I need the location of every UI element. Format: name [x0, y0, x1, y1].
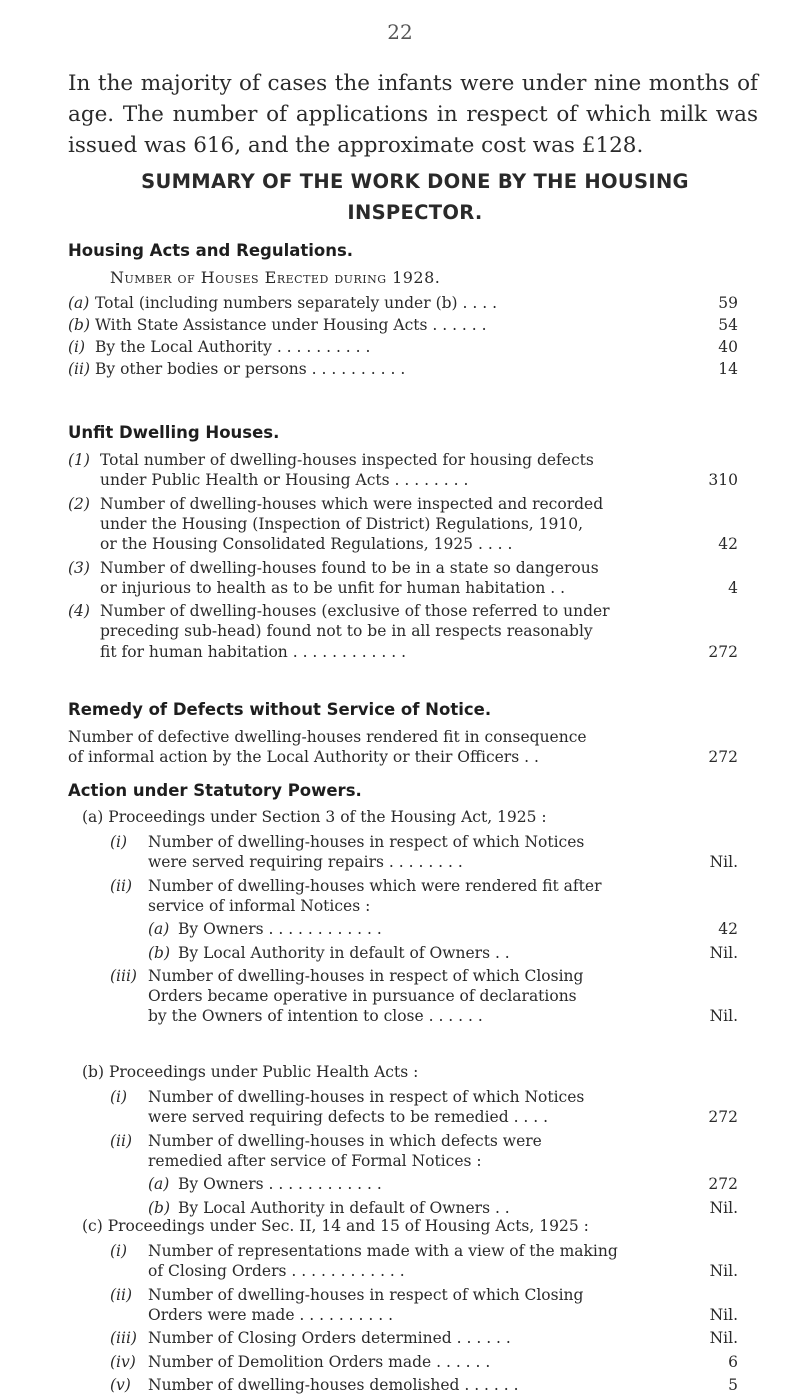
section-c-item-value: 6: [728, 1352, 738, 1371]
unfit-item-text: Number of dwelling-houses (exclusive of those referred to under: [100, 602, 610, 621]
unfit-item: [68, 558, 738, 599]
section-a-item-label: (iii): [110, 966, 137, 985]
section-a-title: (a) Proceedings under Section 3 of the Housing Act, 1925 :: [82, 808, 547, 826]
unfit-item-text: fit for human habitation . . . . . . . . . . . .: [100, 642, 407, 661]
section-a-item-label: (a): [148, 920, 170, 939]
section-a-item: [148, 919, 738, 939]
section-b-item-text: By Owners . . . . . . . . . . . .: [178, 1175, 382, 1194]
section-a-item: [110, 832, 738, 873]
section-a-item-value: Nil.: [709, 1007, 738, 1026]
section-b-item-text: Number of dwelling-houses in which defects were: [148, 1131, 542, 1150]
section-c-item-value: Nil.: [709, 1329, 738, 1348]
section-b-item-text: were served requiring defects to be remedied . . . .: [148, 1108, 549, 1127]
houses-erected-value: 54: [718, 316, 738, 334]
section-a-item-text: Orders became operative in pursuance of declarations: [148, 987, 577, 1006]
section-c-item: [110, 1328, 738, 1348]
section-b-title: (b) Proceedings under Public Health Acts :: [82, 1063, 419, 1081]
unfit-item-text: Number of dwelling-houses which were inspected and recorded: [100, 494, 604, 513]
houses-erected-value: 40: [718, 338, 738, 356]
section-a-item-value: Nil.: [709, 853, 738, 872]
section-c-title: (c) Proceedings under Sec. II, 14 and 15 of Housing Acts, 1925 :: [82, 1217, 589, 1235]
houses-erected-text: Total (including numbers separately under (b) . . . .: [95, 294, 498, 312]
section-c-item-text: Number of Closing Orders determined . . . . . .: [148, 1329, 511, 1348]
remedy-text: of informal action by the Local Authority or their Officers . .: [68, 748, 539, 767]
section-c-item-label: (v): [110, 1375, 131, 1394]
section-b-item-text: remedied after service of Formal Notices :: [148, 1151, 482, 1170]
unfit-item-text: under the Housing (Inspection of District) Regulations, 1910,: [100, 514, 584, 533]
section-c-item-label: (iii): [110, 1329, 137, 1348]
section-a-item: [110, 966, 738, 1027]
unfit-item-text: under Public Health or Housing Acts . . . . . . . .: [100, 471, 469, 490]
section-c-item: [110, 1285, 738, 1326]
section-a-item-label: (ii): [110, 876, 133, 895]
section-c-item-text: Number of representations made with a view of the making: [148, 1242, 618, 1260]
section-b-item-value: 272: [708, 1175, 738, 1194]
unfit-item-text: or the Housing Consolidated Regulations, 1925 . . . .: [100, 535, 513, 554]
unfit-item-label: (3): [68, 558, 90, 577]
section-c-item: [110, 1352, 738, 1372]
section-b-item: [148, 1174, 738, 1194]
section-c-item-label: (ii): [110, 1285, 133, 1304]
unfit-item-text: or injurious to health as to be unfit for human habitation . .: [100, 578, 566, 597]
section-a-item: [148, 943, 738, 963]
section-b-item-label: (ii): [110, 1131, 133, 1150]
unfit-item: [68, 494, 738, 555]
action-heading: Action under Statutory Powers.: [68, 781, 362, 800]
section-a-item-text: Number of dwelling-houses in respect of which Notices: [148, 833, 585, 851]
section-b-item: [110, 1131, 738, 1172]
section-c-item-label: (iv): [110, 1352, 136, 1371]
houses-erected-label: (ii): [68, 360, 91, 378]
houses-erected-text: By the Local Authority . . . . . . . . . .: [95, 338, 371, 356]
housing-acts-heading: Housing Acts and Regulations.: [68, 241, 354, 260]
section-a-item-text: by the Owners of intention to close . . . . . .: [148, 1007, 483, 1026]
section-a-item-text: By Owners . . . . . . . . . . . .: [178, 920, 382, 939]
houses-erected-text: With State Assistance under Housing Acts . . . . . .: [95, 316, 487, 334]
unfit-item-value: 4: [728, 578, 738, 597]
section-b-item-label: (a): [148, 1175, 170, 1194]
houses-erected-text: By other bodies or persons . . . . . . . . . .: [95, 360, 406, 378]
section-c-item-text: Number of dwelling-houses in respect of which Closing: [148, 1285, 584, 1304]
section-c-item-value: Nil.: [709, 1262, 738, 1281]
section-a-item-text: were served requiring repairs . . . . . . . .: [148, 853, 463, 872]
section-c-item-value: Nil.: [709, 1305, 738, 1324]
remedy-text: Number of defective dwelling-houses rendered fit in consequence: [68, 728, 587, 746]
unfit-item-value: 310: [708, 471, 738, 490]
section-b-item-label: (i): [110, 1088, 128, 1106]
unfit-item: [68, 450, 738, 491]
houses-erected-subheading: Number of Houses Erected during 1928.: [110, 268, 441, 287]
section-a-item-text: Number of dwelling-houses in respect of which Closing: [148, 966, 584, 985]
unfit-item: [68, 601, 738, 662]
unfit-item-label: (2): [68, 494, 90, 513]
section-b-item-value: Nil.: [709, 1198, 738, 1217]
section-a-item-text: service of informal Notices :: [148, 896, 371, 915]
page-number: 22: [387, 20, 413, 44]
unfit-dwelling-heading: Unfit Dwelling Houses.: [68, 423, 280, 442]
unfit-item-label: (1): [68, 451, 90, 469]
section-a-item-value: 42: [718, 920, 738, 939]
section-b-item: [110, 1087, 738, 1128]
unfit-item-value: 272: [708, 642, 738, 661]
section-c-item-text: Number of Demolition Orders made . . . . . .: [148, 1352, 491, 1371]
section-c-item-value: 5: [728, 1375, 738, 1394]
section-c-item-label: (i): [110, 1242, 128, 1260]
section-c-item: [110, 1241, 738, 1282]
section-b-item-value: 272: [708, 1108, 738, 1127]
section-a-item-text: Number of dwelling-houses which were rendered fit after: [148, 876, 602, 895]
remedy-heading: Remedy of Defects without Service of Notice.: [68, 700, 492, 719]
houses-erected-value: 14: [718, 360, 738, 378]
houses-erected-value: 59: [718, 294, 738, 312]
summary-title: SUMMARY OF THE WORK DONE BY THE HOUSING: [141, 170, 689, 193]
houses-erected-label: (b): [68, 316, 91, 334]
section-c-item-text: Orders were made . . . . . . . . . .: [148, 1305, 394, 1324]
section-a-item-label: (b): [148, 943, 171, 962]
houses-erected-label: (i): [68, 338, 86, 356]
unfit-item-text: preceding sub-head) found not to be in all respects reasonably: [100, 622, 593, 641]
unfit-item-text: Number of dwelling-houses found to be in a state so dangerous: [100, 558, 599, 577]
section-a-item-text: By Local Authority in default of Owners . .: [178, 943, 510, 962]
section-c-item-text: Number of dwelling-houses demolished . . . . . .: [148, 1375, 519, 1394]
unfit-item-value: 42: [718, 535, 738, 554]
section-b-item: [148, 1198, 738, 1218]
intro-paragraph: In the majority of cases the infants were under nine months of age. The number of applications in respect of which milk was issued was 616, and the approximate cost was £128.: [68, 71, 758, 158]
section-b-item-label: (b): [148, 1198, 171, 1217]
section-b-item-text: Number of dwelling-houses in respect of which Notices: [148, 1088, 585, 1106]
houses-erected-label: (a): [68, 294, 90, 312]
unfit-item-text: Total number of dwelling-houses inspected for housing defects: [100, 451, 594, 469]
section-c-item-text: of Closing Orders . . . . . . . . . . . .: [148, 1262, 405, 1281]
remedy-value: 272: [708, 748, 738, 767]
section-a-item: [110, 876, 738, 917]
section-a-item-value: Nil.: [709, 943, 738, 962]
section-b-item-text: By Local Authority in default of Owners . .: [178, 1198, 510, 1217]
summary-title-line2: INSPECTOR.: [347, 201, 483, 224]
section-c-item: [110, 1375, 738, 1395]
unfit-item-label: (4): [68, 602, 90, 621]
section-a-item-label: (i): [110, 833, 128, 851]
